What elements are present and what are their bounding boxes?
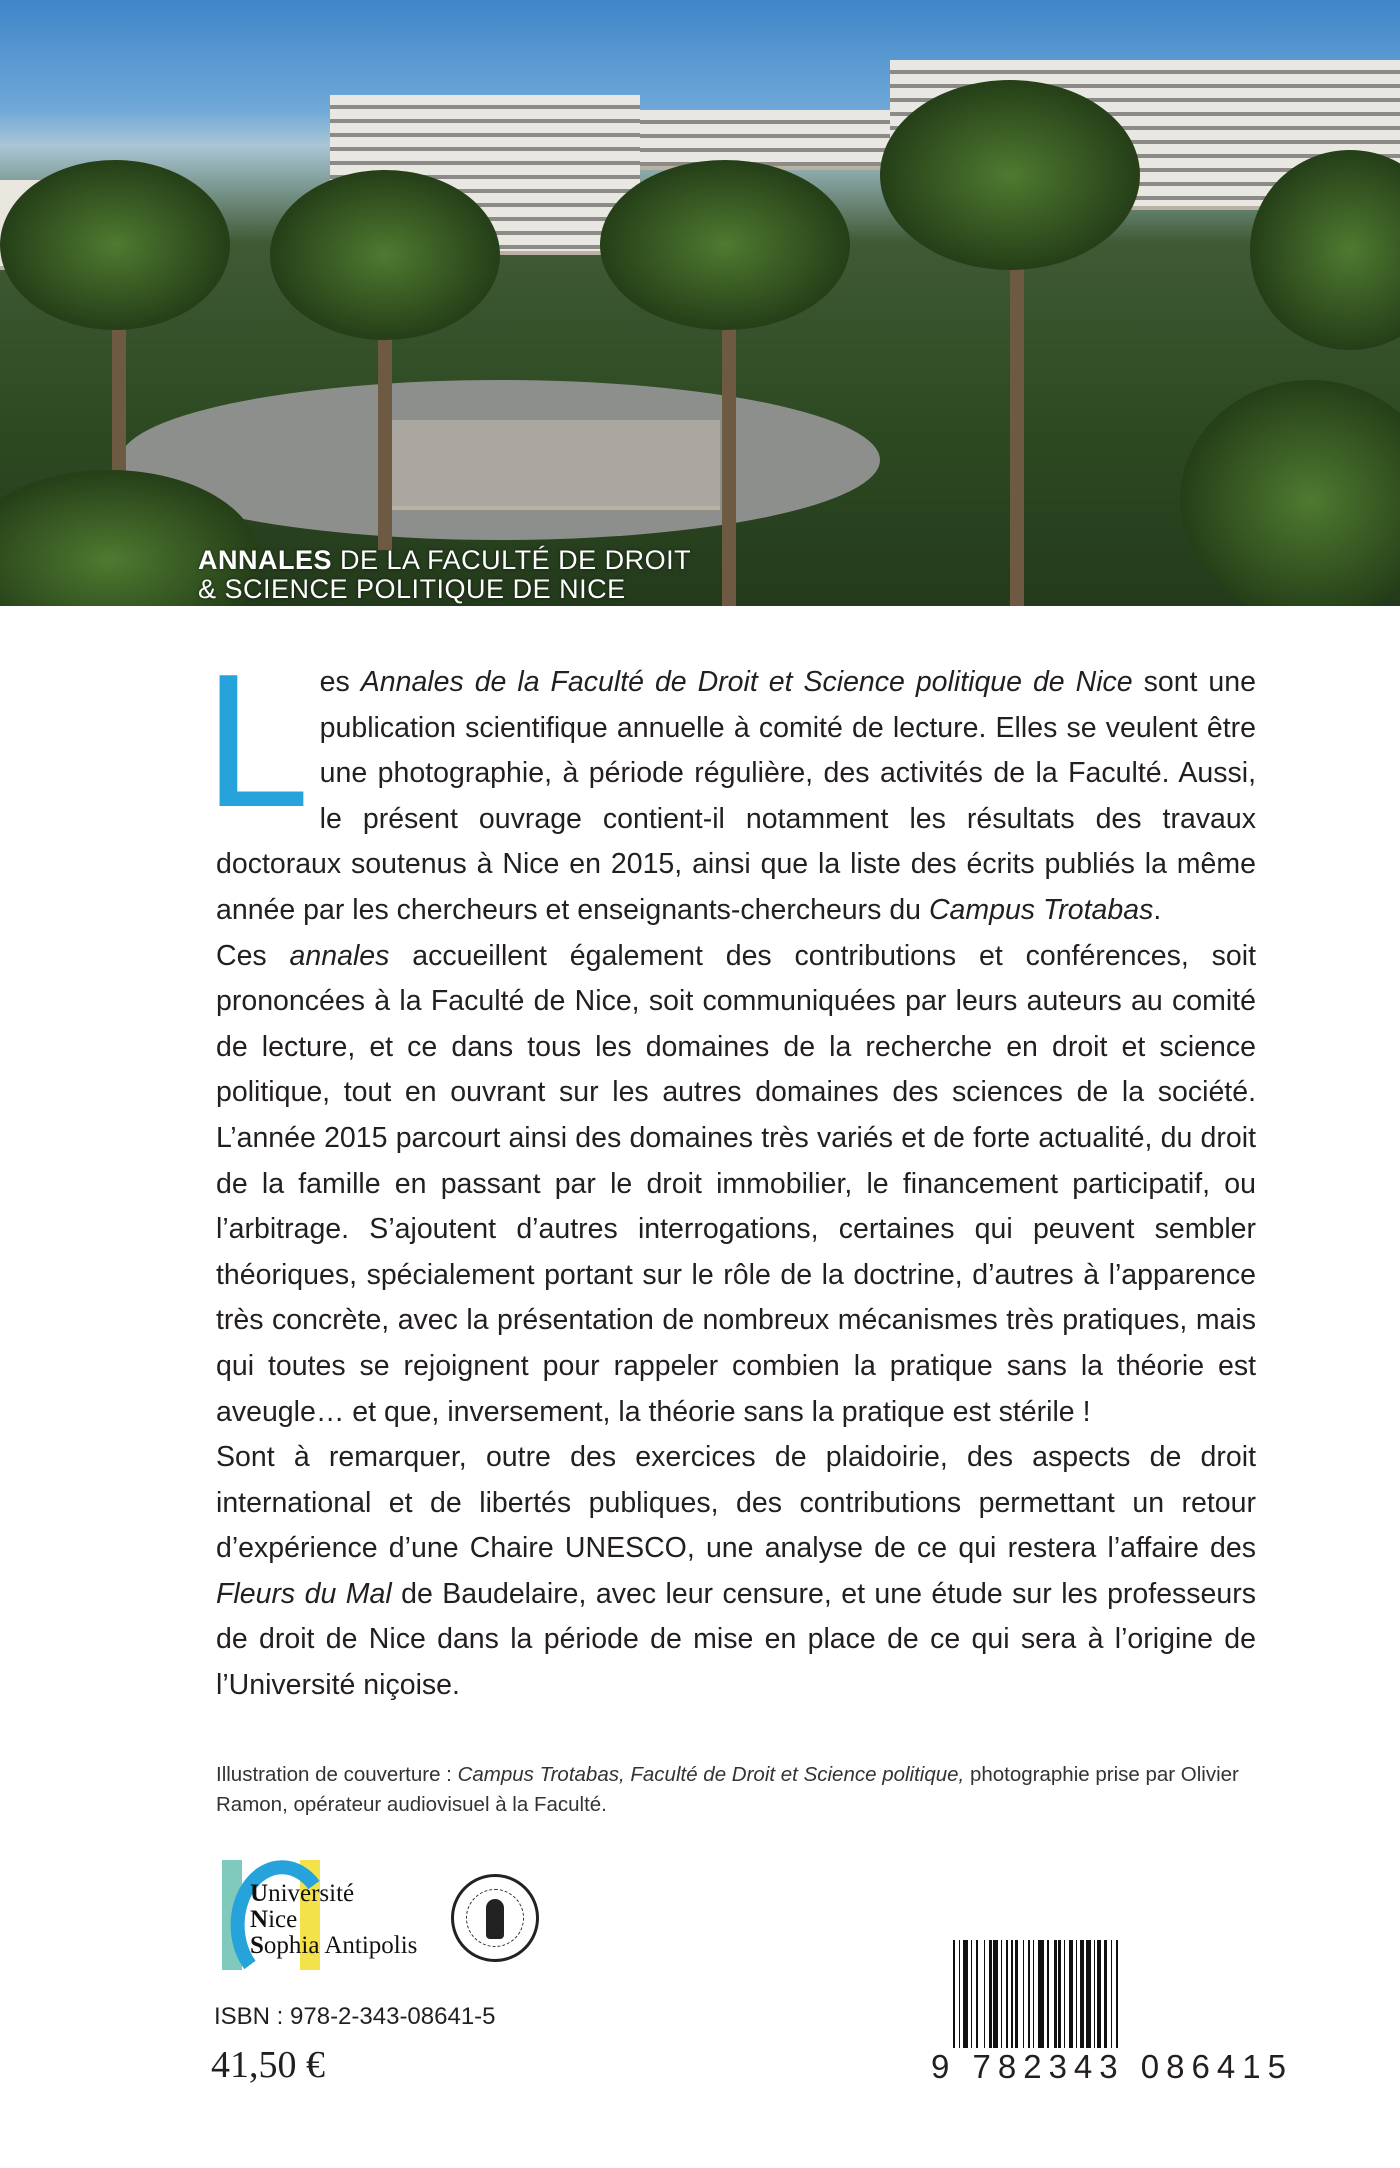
cover-photo [0, 0, 1400, 606]
palm-tree [600, 160, 850, 330]
price: 41,50 € [211, 2044, 325, 2086]
faculty-seal-icon [451, 1874, 539, 1962]
logo-letter: U [250, 1880, 269, 1907]
building [640, 110, 900, 170]
wall [390, 420, 720, 510]
palm-tree [0, 160, 230, 330]
paragraph-2 [216, 934, 1256, 1436]
paragraph-1 [216, 660, 1256, 934]
isbn: ISBN : 978-2-343-08641-5 [214, 2003, 496, 2030]
text: photographie prise par Olivier Ramon, opérateur audiovisuel à la Faculté. [216, 1763, 1239, 1816]
paragraph-3 [216, 1435, 1256, 1709]
drop-cap: L [204, 635, 310, 847]
text-italic: Fleurs du Mal [216, 1577, 392, 1610]
series-title [198, 546, 691, 604]
text-italic: Campus Trotabas, Faculté de Droit et Science politique, [457, 1763, 965, 1786]
title-line1: DE LA FACULTÉ DE DROIT [332, 545, 692, 575]
text: Illustration de couverture : [216, 1763, 458, 1786]
barcode-bar [1118, 1940, 1121, 2055]
text: sont une publication scientifique annuelle à comité de lecture. Elles se veulent être une photographie, à période régulière, des activités de la Faculté. Aussi, le présent ouvrage contient-il notamment les résultats des travaux doctoraux soutenus à Nice en 2015, ainsi que la liste des écrits publiés la même année par les chercheurs et enseignants-chercheurs du [216, 666, 1256, 926]
text: accueillent également des contributions et conférences, soit prononcées à la Faculté de Nice, soit communiquées par leurs auteurs au comité de lecture, et ce dans tous les domaines de la recherche en droit et science politique, tout en ouvrant sur les autres domaines des sciences de la société. L’année 2015 parcourt ainsi des domaines très variés et de forte actualité, du droit de la famille en passant par le droit immobilier, le financement participatif, ou l’arbitrage. S’ajoutent d’autres interrogations, certaines qui peuvent sembler théoriques, spécialement portant sur le rôle de la doctrine, d’autres à l’apparence très concrète, avec la présentation de nombreux mécanismes très pratiques, mais qui toutes se rejoignent pour rappeler combien la pratique sans la théorie est aveugle… et que, inversement, la théorie sans la pratique est stérile ! [216, 939, 1256, 1428]
text: . [1153, 893, 1162, 926]
logo-text: ice [268, 1906, 298, 1933]
barcode-icon [953, 1940, 1215, 2055]
title-line2: & SCIENCE POLITIQUE DE NICE [198, 574, 626, 604]
back-cover-text [204, 635, 1256, 1709]
university-logo [220, 1855, 420, 1995]
text: Ces [216, 939, 290, 972]
text-italic: Campus Trotabas [928, 893, 1154, 926]
text: Sont à remarquer, outre des exercices de plaidoirie, des aspects de droit international et de libertés publiques, des contributions permettant un retour d’expérience d’une Chaire UNESCO, une analyse de ce qui restera l’affaire des [216, 1441, 1256, 1565]
text-italic: Annales de la Faculté de Droit et Science politique de Nice [360, 666, 1133, 698]
text-italic: annales [289, 939, 390, 972]
text: es [319, 666, 361, 698]
palm-tree [270, 170, 500, 340]
logo-letter: N [250, 1906, 269, 1933]
logo-text: niversité [268, 1880, 355, 1907]
palm-tree [880, 80, 1140, 270]
barcode-digits: 9 782343 086415 [927, 2048, 1297, 2086]
logo-letter: S [250, 1932, 264, 1959]
shrub [1180, 380, 1400, 606]
logo-text: ophia Antipolis [263, 1932, 418, 1959]
title-bold: ANNALES [198, 545, 333, 575]
cover-illustration-credit [216, 1760, 1266, 1820]
text: de Baudelaire, avec leur censure, et une étude sur les professeurs de droit de Nice dans la période de mise en place de ce qui sera à l’origine de l’Université niçoise. [216, 1577, 1256, 1702]
